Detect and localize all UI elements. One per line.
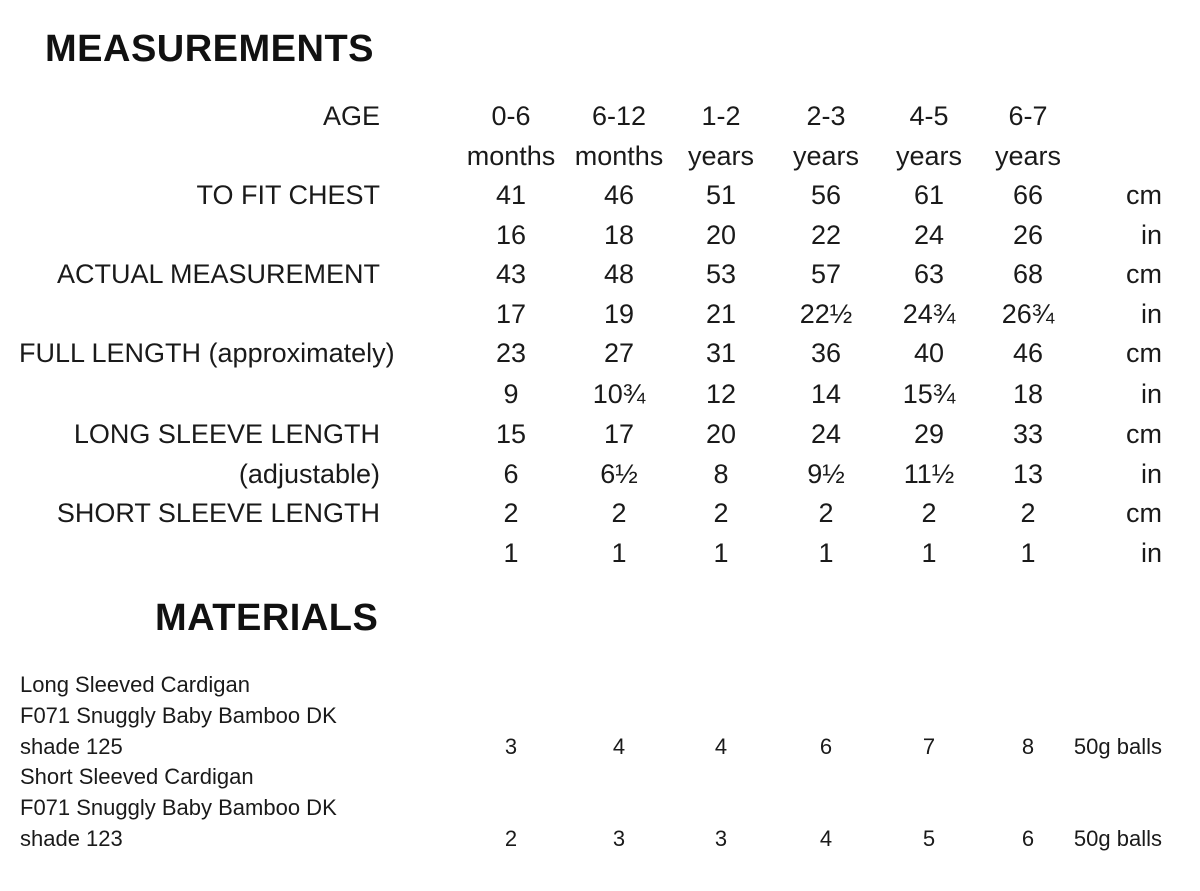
- measure-cell: 22½: [799, 299, 853, 329]
- measure-cell: 61: [913, 180, 945, 210]
- measure-cell: 13: [1012, 459, 1044, 489]
- measure-cell: 20: [705, 220, 737, 250]
- measure-cell: 41: [495, 180, 527, 210]
- measure-cell: 2: [818, 498, 834, 528]
- measure-cell: 26: [1012, 220, 1044, 250]
- measure-row-label: FULL LENGTH (approximately): [19, 338, 395, 368]
- measure-unit: cm: [1126, 180, 1162, 210]
- measure-cell: 9½: [807, 459, 845, 489]
- measure-cell: 12: [705, 379, 737, 409]
- measure-cell: 8: [713, 459, 729, 489]
- measure-unit: cm: [1126, 419, 1162, 449]
- material-description-line: Short Sleeved Cardigan: [20, 764, 254, 789]
- material-quantity: 7: [922, 734, 936, 759]
- material-quantity: 4: [819, 826, 833, 851]
- measure-unit: in: [1140, 459, 1162, 489]
- measure-cell: 24: [810, 419, 842, 449]
- measure-unit: cm: [1126, 259, 1162, 289]
- measure-unit: in: [1140, 220, 1162, 250]
- measure-cell: 29: [913, 419, 945, 449]
- measure-cell: 36: [810, 338, 842, 368]
- measure-cell: 2: [611, 498, 627, 528]
- measure-cell: 6-12: [591, 101, 647, 131]
- measure-cell: 20: [705, 419, 737, 449]
- measure-cell: 1: [818, 538, 834, 568]
- measure-unit: in: [1140, 299, 1162, 329]
- measure-cell: 2: [1020, 498, 1036, 528]
- measure-cell: 1-2: [701, 101, 741, 131]
- measure-cell: 4-5: [909, 101, 949, 131]
- material-quantity: 4: [714, 734, 728, 759]
- material-description-line: shade 123: [20, 826, 123, 851]
- measure-cell: 43: [495, 259, 527, 289]
- measure-cell: 24: [913, 220, 945, 250]
- measure-cell: 66: [1012, 180, 1044, 210]
- measure-row-label: (adjustable): [238, 459, 380, 489]
- measure-cell: 19: [603, 299, 635, 329]
- measure-unit: in: [1140, 379, 1162, 409]
- material-quantity: 2: [504, 826, 518, 851]
- material-quantity: 3: [714, 826, 728, 851]
- material-description-line: F071 Snuggly Baby Bamboo DK: [20, 703, 337, 728]
- material-quantity: 3: [504, 734, 518, 759]
- measure-cell: 10¾: [592, 379, 646, 409]
- material-quantity: 6: [1021, 826, 1035, 851]
- measure-cell: 17: [603, 419, 635, 449]
- measure-cell: 23: [495, 338, 527, 368]
- measure-cell: 1: [921, 538, 937, 568]
- measure-row-label: AGE: [322, 101, 380, 131]
- measure-cell: 53: [705, 259, 737, 289]
- material-quantity: 4: [612, 734, 626, 759]
- material-quantity: 8: [1021, 734, 1035, 759]
- measure-cell: months: [574, 141, 664, 171]
- measure-cell: 11½: [903, 459, 955, 489]
- measure-cell: 1: [1020, 538, 1036, 568]
- measure-cell: 6½: [600, 459, 638, 489]
- material-quantity: 5: [922, 826, 936, 851]
- measure-row-label: LONG SLEEVE LENGTH: [73, 419, 380, 449]
- measure-cell: 68: [1012, 259, 1044, 289]
- measure-cell: 1: [713, 538, 729, 568]
- measure-row-label: SHORT SLEEVE LENGTH: [56, 498, 380, 528]
- measure-cell: 56: [810, 180, 842, 210]
- measure-cell: years: [792, 141, 860, 171]
- measure-cell: 2-3: [806, 101, 846, 131]
- measure-cell: 9: [503, 379, 519, 409]
- measure-unit: in: [1140, 538, 1162, 568]
- material-unit: 50g balls: [1073, 734, 1162, 759]
- measure-cell: 33: [1012, 419, 1044, 449]
- measure-row-label: ACTUAL MEASUREMENT: [56, 259, 380, 289]
- measure-row-label: TO FIT CHEST: [196, 180, 380, 210]
- measure-cell: 31: [705, 338, 737, 368]
- measure-cell: 15: [495, 419, 527, 449]
- measure-cell: 2: [503, 498, 519, 528]
- measure-unit: cm: [1126, 338, 1162, 368]
- measure-cell: 48: [603, 259, 635, 289]
- measurements-heading: MEASUREMENTS: [45, 28, 375, 70]
- measure-cell: years: [994, 141, 1062, 171]
- measure-cell: 46: [603, 180, 635, 210]
- measure-cell: 40: [913, 338, 945, 368]
- measure-cell: 1: [503, 538, 519, 568]
- measure-cell: 18: [603, 220, 635, 250]
- measure-cell: 51: [705, 180, 737, 210]
- measure-cell: 26¾: [1001, 299, 1055, 329]
- measure-cell: 24¾: [902, 299, 956, 329]
- measure-cell: 57: [810, 259, 842, 289]
- material-quantity: 6: [819, 734, 833, 759]
- material-unit: 50g balls: [1073, 826, 1162, 851]
- measure-cell: 18: [1012, 379, 1044, 409]
- measure-cell: 1: [611, 538, 627, 568]
- measure-cell: 15¾: [902, 379, 956, 409]
- measure-cell: years: [895, 141, 963, 171]
- material-description-line: shade 125: [20, 734, 123, 759]
- material-quantity: 3: [612, 826, 626, 851]
- measure-cell: 46: [1012, 338, 1044, 368]
- measure-cell: 14: [810, 379, 842, 409]
- measure-cell: 16: [495, 220, 527, 250]
- measure-cell: 6-7: [1008, 101, 1048, 131]
- measure-cell: 2: [713, 498, 729, 528]
- material-description-line: F071 Snuggly Baby Bamboo DK: [20, 795, 337, 820]
- measure-cell: 22: [810, 220, 842, 250]
- measure-cell: 27: [603, 338, 635, 368]
- measure-cell: years: [687, 141, 755, 171]
- measure-cell: 63: [913, 259, 945, 289]
- measure-cell: 2: [921, 498, 937, 528]
- measure-cell: 17: [495, 299, 527, 329]
- materials-heading: MATERIALS: [155, 597, 379, 639]
- measure-cell: 0-6: [491, 101, 531, 131]
- material-description-line: Long Sleeved Cardigan: [20, 672, 250, 697]
- measure-cell: months: [466, 141, 556, 171]
- measure-cell: 6: [503, 459, 519, 489]
- measure-unit: cm: [1126, 498, 1162, 528]
- measure-cell: 21: [705, 299, 737, 329]
